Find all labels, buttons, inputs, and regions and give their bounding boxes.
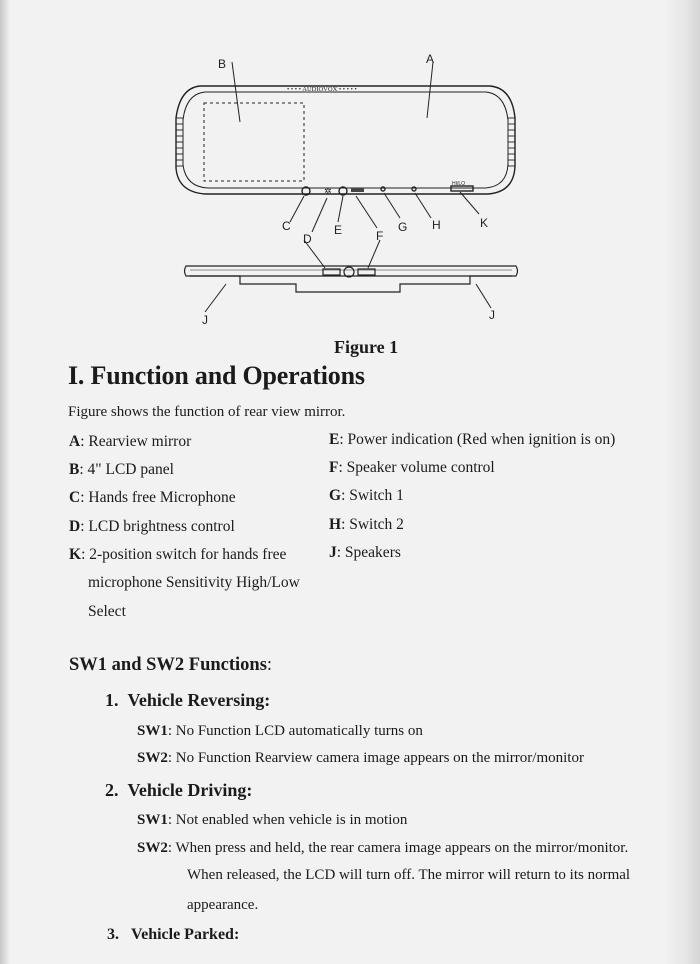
callout-b: B: [218, 57, 227, 71]
list-item-continuation: microphone Sensitivity High/Low: [88, 574, 300, 591]
callout-c: C: [282, 219, 291, 233]
lcd-panel-outline: [204, 103, 304, 181]
mirror-brand-text: • • • • AUDIOVOX • • • • •: [287, 86, 357, 93]
sw-line-continuation: appearance.: [187, 897, 259, 913]
callout-g: G: [398, 220, 408, 234]
list-item: H: Switch 2: [329, 516, 404, 533]
sw-line: SW2: No Function Rearview camera image appears on the mirror/monitor: [137, 750, 584, 766]
switch-marking: HI/LO: [452, 181, 466, 187]
list-item: B: 4" LCD panel: [69, 461, 174, 478]
list-item-continuation: Select: [88, 603, 126, 620]
list-item: J: Speakers: [329, 544, 401, 561]
sw-section-heading: 3. Vehicle Parked:: [107, 926, 240, 943]
sw-line-continuation: When released, the LCD will turn off. The mirror will return to its normal: [187, 867, 631, 883]
brightness-icon: ✲: [324, 187, 332, 197]
callout-f: F: [376, 229, 384, 243]
callout-j-right: J: [489, 308, 495, 322]
sw-line: SW1: Not enabled when vehicle is in motion: [137, 812, 408, 828]
mirror-bottom-view: [185, 266, 518, 292]
list-item: K: 2-position switch for hands free: [69, 546, 287, 563]
callout-d: D: [303, 232, 312, 246]
section-title: I. Function and Operations: [68, 361, 365, 390]
callout-k: K: [480, 216, 489, 230]
callout-h: H: [432, 218, 441, 232]
figure-caption: Figure 1: [334, 337, 399, 357]
list-item: A: Rearview mirror: [69, 433, 192, 450]
mirror-front-view: [176, 86, 515, 195]
list-item: C: Hands free Microphone: [69, 489, 236, 506]
callout-j-left: J: [202, 313, 208, 327]
sw-section-heading: 2. Vehicle Driving:: [105, 780, 253, 800]
volume-icon: [351, 188, 364, 192]
sw-section-heading: 1. Vehicle Reversing:: [105, 690, 271, 710]
sw-line: SW2: When press and held, the rear camera image appears on the mirror/monitor.: [137, 840, 629, 856]
section-intro: Figure shows the function of rear view mirror.: [68, 404, 346, 420]
list-item: F: Speaker volume control: [329, 459, 495, 476]
sw-line: SW1: No Function LCD automatically turns on: [137, 723, 423, 739]
mirror-diagram: [0, 0, 700, 340]
list-item: E: Power indication (Red when ignition is on): [329, 431, 616, 448]
callout-a: A: [426, 52, 435, 66]
list-item: G: Switch 1: [329, 487, 404, 504]
callout-e: E: [334, 223, 343, 237]
sw-heading: SW1 and SW2 Functions:: [69, 655, 273, 675]
list-item: D: LCD brightness control: [69, 518, 235, 535]
